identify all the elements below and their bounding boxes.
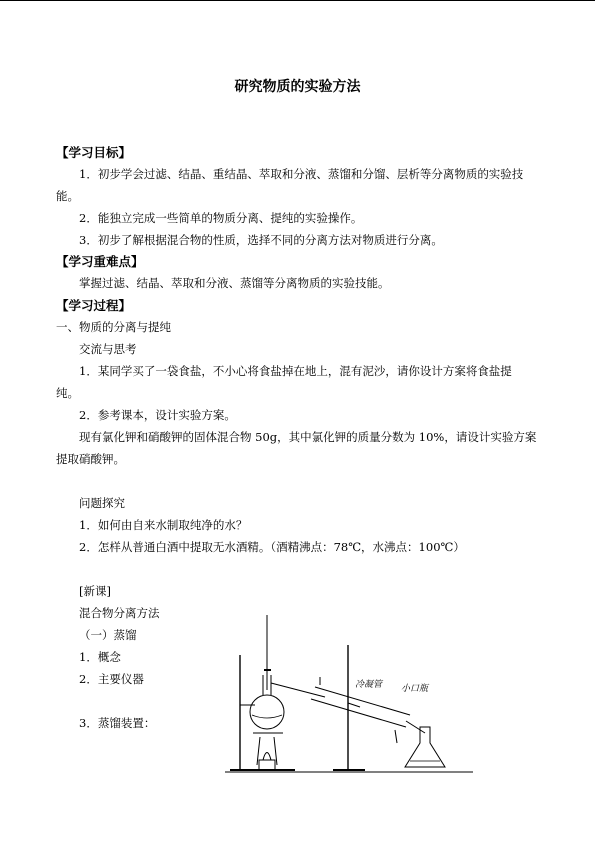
key-points-heading: 【学习重难点】 xyxy=(56,254,144,269)
goal-2: 2．能独立完成一些简单的物质分离、提纯的实验操作。 xyxy=(79,211,363,225)
question-3-line-2: 提取硝酸钾。 xyxy=(56,452,125,466)
tripod xyxy=(257,737,277,765)
explore-question-2: 2．怎样从普通白酒中提取无水酒精。（酒精沸点：78℃，水沸点：100℃） xyxy=(79,540,465,554)
question-3-line-1: 现有氯化钾和硝酸钾的固体混合物 50g，其中氯化钾的质量分数为 10%，请设计实验方案 xyxy=(79,430,537,444)
goal-3: 3．初步了解根据混合物的性质，选择不同的分离方法对物质进行分离。 xyxy=(79,233,443,247)
distillation-apparatus-figure xyxy=(225,615,475,777)
flask-liquid xyxy=(252,715,282,718)
condenser-outer-bottom xyxy=(311,699,406,727)
goals-heading: 【学习目标】 xyxy=(56,145,132,160)
question-1-line-1: 1．某同学买了一袋食盐，不小心将食盐掉在地上，混有泥沙，请你设计方案将食盐提 xyxy=(79,364,512,378)
right-stand-clamp xyxy=(348,703,360,707)
goal-1-line-1: 1．初步学会过滤、结晶、重结晶、萃取和分液、蒸馏和分馏、层析等分离物质的实验技 xyxy=(79,167,524,181)
round-bottom-flask xyxy=(250,695,284,729)
methods-heading: 混合物分离方法 xyxy=(79,606,160,620)
question-1-line-2: 纯。 xyxy=(56,386,79,400)
key-points-text: 掌握过滤、结晶、萃取和分液、蒸馏等分离物质的实验技能。 xyxy=(79,276,390,290)
receiver-label: 小口瓶 xyxy=(401,684,429,694)
distillation-heading: （一）蒸馏 xyxy=(79,628,137,642)
new-lesson-label: [新课] xyxy=(79,584,111,598)
discuss-label: 交流与思考 xyxy=(79,342,137,356)
question-2: 2．参考课本，设计实验方案。 xyxy=(79,408,236,422)
water-inlet xyxy=(395,730,397,743)
process-heading: 【学习过程】 xyxy=(56,298,132,313)
goal-1-line-2: 能。 xyxy=(56,189,79,203)
instruments-item: 2．主要仪器 xyxy=(79,672,144,686)
part-1-title: 一、物质的分离与提纯 xyxy=(56,320,171,334)
page-title: 研究物质的实验方法 xyxy=(234,79,361,95)
explore-label: 问题探究 xyxy=(79,496,125,510)
explore-question-1: 1．如何由自来水制取纯净的水？ xyxy=(79,518,248,532)
page-top-rule xyxy=(0,0,595,1)
alcohol-lamp xyxy=(259,760,275,770)
condenser-label: 冷凝管 xyxy=(355,680,383,690)
flask-side-arm xyxy=(271,683,325,697)
concept-item: 1．概念 xyxy=(79,650,121,664)
burner-flame xyxy=(263,753,271,761)
device-item: 3．蒸馏装置： xyxy=(79,716,156,730)
condenser-outer-top xyxy=(315,687,410,715)
